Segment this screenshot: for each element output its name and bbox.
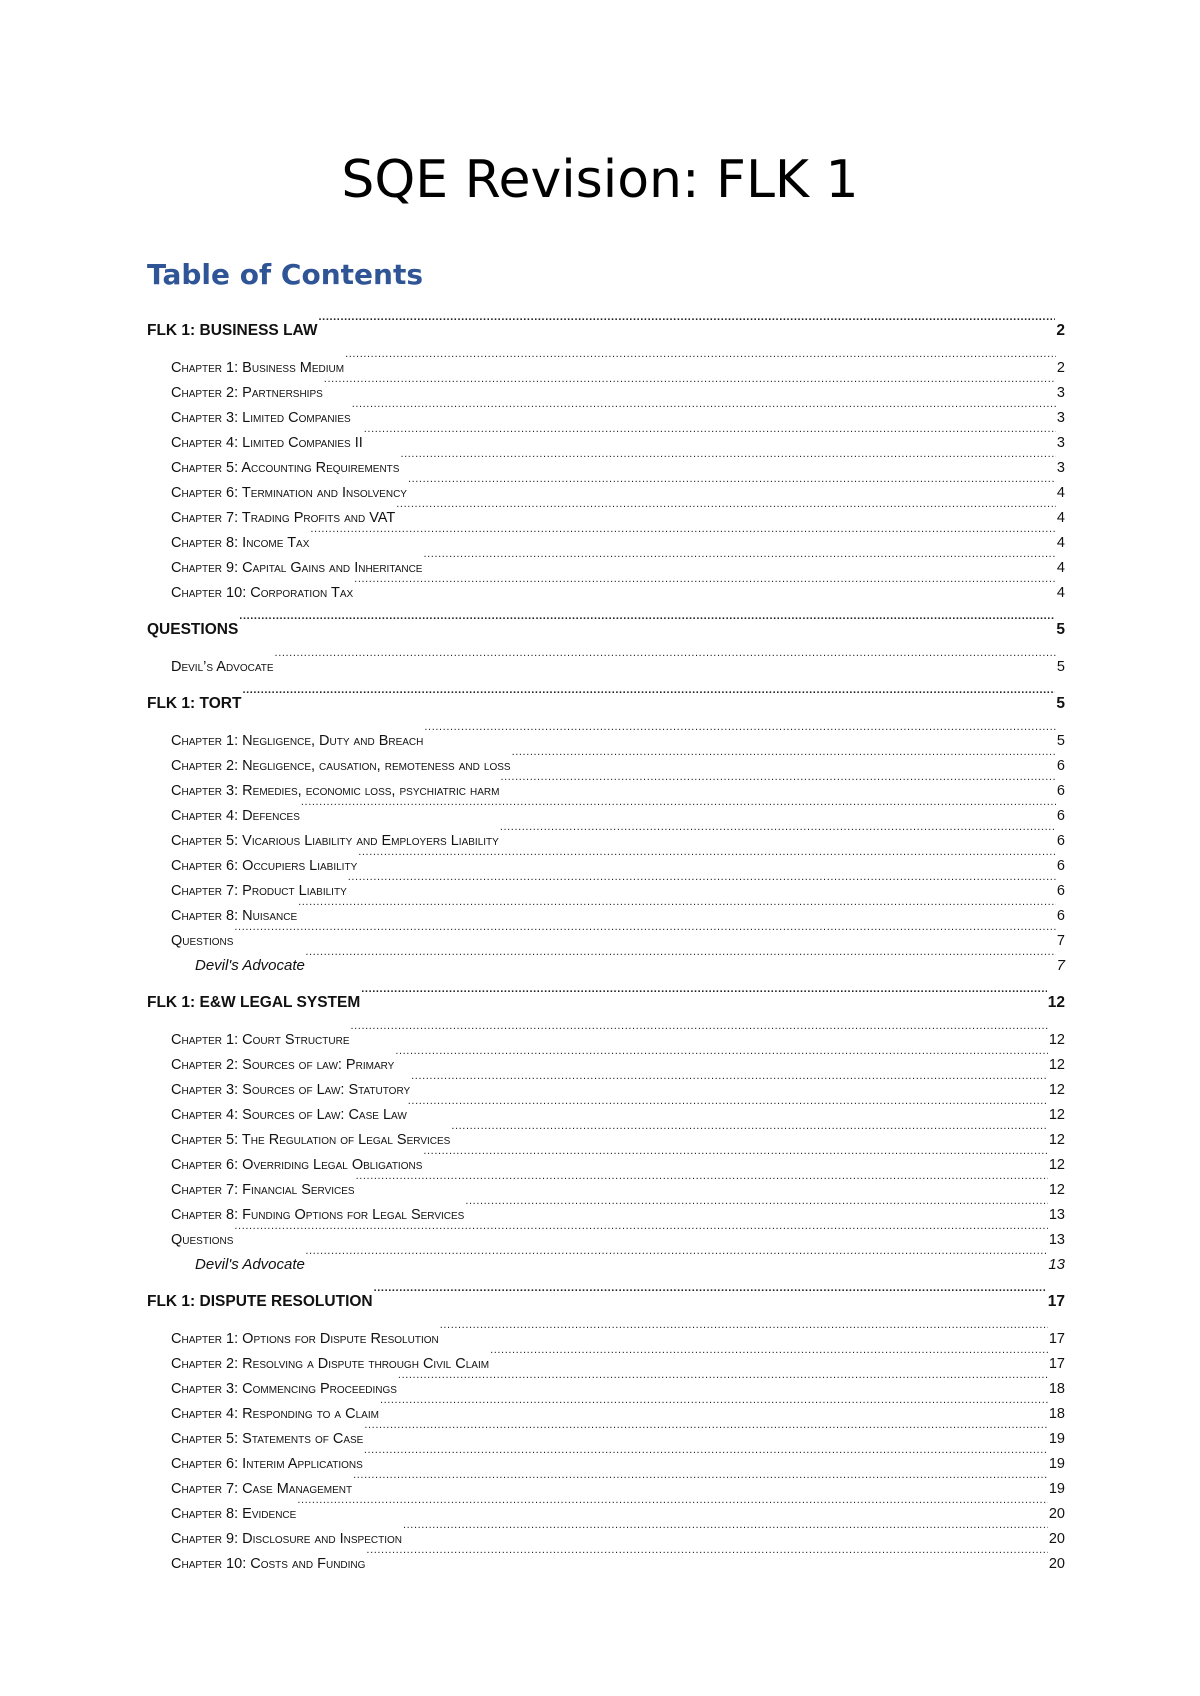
toc-page-number: 12	[1048, 1132, 1065, 1148]
dot-leader	[297, 1493, 1048, 1518]
toc-entry-label: Chapter 1: Business Medium	[171, 360, 345, 376]
dot-leader	[354, 572, 1056, 597]
dot-leader	[310, 522, 1056, 547]
dot-leader	[423, 1144, 1047, 1169]
toc-page-number: 12	[1047, 994, 1065, 1011]
toc-entry-label: Chapter 2: Negligence, causation, remoteness and loss	[171, 758, 511, 774]
toc-entry-label: Chapter 7: Case Management	[171, 1481, 353, 1497]
dot-leader	[500, 770, 1055, 795]
toc-section-heading[interactable]	[147, 609, 1065, 638]
toc-page-number: 4	[1056, 510, 1065, 526]
toc-page-number: 13	[1048, 1256, 1065, 1273]
toc-entry-label: Chapter 2: Resolving a Dispute through Civil Claim	[171, 1356, 490, 1372]
toc-page-number: 4	[1056, 535, 1065, 551]
toc-page-number: 17	[1047, 1293, 1065, 1310]
toc-page-number: 6	[1056, 758, 1065, 774]
toc-section	[147, 609, 1065, 683]
toc-page-number: 7	[1056, 957, 1065, 974]
toc-page-number: 12	[1048, 1182, 1065, 1198]
toc-entry-label: Chapter 4: Responding to a Claim	[171, 1406, 379, 1422]
toc-entry[interactable]	[147, 1219, 1065, 1248]
dot-leader	[451, 1119, 1048, 1144]
dot-leader	[396, 497, 1056, 522]
toc-entry-label: Chapter 9: Capital Gains and Inheritance	[171, 560, 423, 576]
toc-heading: Table of Contents	[147, 258, 424, 291]
toc-page-number: 17	[1048, 1331, 1065, 1347]
toc-page-number: 2	[1056, 360, 1065, 376]
dot-leader	[364, 1443, 1048, 1468]
toc-entry[interactable]	[147, 720, 1065, 749]
dot-leader	[324, 372, 1056, 397]
toc-entry-label: Chapter 4: Sources of Law: Case Law	[171, 1107, 407, 1123]
toc-page-number: 5	[1056, 695, 1065, 712]
toc-entry[interactable]	[147, 646, 1065, 675]
table-of-contents	[147, 310, 1065, 1580]
dot-leader	[234, 920, 1056, 945]
toc-entry-label: Chapter 10: Costs and Funding	[171, 1556, 366, 1572]
toc-entry-label: Questions	[171, 933, 234, 949]
toc-entry-label: FLK 1: DISPUTE RESOLUTION	[147, 1293, 373, 1310]
toc-entry-label: Chapter 6: Overriding Legal Obligations	[171, 1157, 423, 1173]
toc-entry-label: QUESTIONS	[147, 621, 239, 638]
dot-leader	[411, 1069, 1048, 1094]
toc-page-number: 17	[1048, 1356, 1065, 1372]
toc-entry-label: Chapter 3: Sources of Law: Statutory	[171, 1082, 411, 1098]
dot-leader	[275, 646, 1056, 671]
toc-page-number: 4	[1056, 485, 1065, 501]
toc-entry-label: Chapter 7: Trading Profits and VAT	[171, 510, 396, 526]
dot-leader	[424, 720, 1056, 745]
toc-page-number: 20	[1048, 1531, 1065, 1547]
toc-section	[147, 1281, 1065, 1580]
dot-leader	[398, 1368, 1048, 1393]
dot-leader	[319, 310, 1056, 335]
toc-entry-label: Chapter 2: Partnerships	[171, 385, 323, 401]
toc-entry[interactable]	[147, 920, 1065, 949]
toc-page-number: 18	[1048, 1406, 1065, 1422]
dot-leader	[440, 1318, 1048, 1343]
dot-leader	[306, 1244, 1047, 1269]
toc-section-heading[interactable]	[147, 310, 1065, 339]
dot-leader	[298, 895, 1056, 920]
toc-entry-label: Chapter 8: Evidence	[171, 1506, 297, 1522]
toc-entry-label: Chapter 6: Occupiers Liability	[171, 858, 358, 874]
toc-entry-label: Chapter 8: Income Tax	[171, 535, 310, 551]
dot-leader	[348, 870, 1056, 895]
toc-page-number: 20	[1048, 1556, 1065, 1572]
dot-leader	[500, 820, 1056, 845]
toc-entry[interactable]	[147, 1019, 1065, 1048]
dot-leader	[353, 1468, 1048, 1493]
toc-entry[interactable]	[147, 1318, 1065, 1347]
toc-page-number: 12	[1048, 1107, 1065, 1123]
toc-section	[147, 683, 1065, 982]
toc-entry-label: Chapter 7: Product Liability	[171, 883, 347, 899]
toc-entry-label: FLK 1: TORT	[147, 695, 242, 712]
toc-entry-label: Chapter 4: Defences	[171, 808, 300, 824]
toc-page-number: 6	[1056, 908, 1065, 924]
dot-leader	[242, 683, 1055, 708]
toc-section-heading[interactable]	[147, 683, 1065, 712]
toc-entry-label: Devil’s Advocate	[171, 659, 274, 675]
toc-page-number: 6	[1056, 858, 1065, 874]
toc-entry-label: Chapter 9: Disclosure and Inspection	[171, 1531, 402, 1547]
dot-leader	[400, 447, 1055, 472]
toc-entry-label: Chapter 3: Remedies, economic loss, psychiatric harm	[171, 783, 500, 799]
dot-leader	[361, 982, 1046, 1007]
toc-section	[147, 310, 1065, 609]
toc-page-number: 3	[1056, 385, 1065, 401]
dot-leader	[465, 1194, 1048, 1219]
toc-entry-label: Chapter 7: Financial Services	[171, 1182, 355, 1198]
toc-entry-label: Chapter 10: Corporation Tax	[171, 585, 354, 601]
dot-leader	[423, 547, 1055, 572]
dot-leader	[234, 1219, 1047, 1244]
toc-entry-label: FLK 1: E&W LEGAL SYSTEM	[147, 994, 361, 1011]
dot-leader	[358, 845, 1056, 870]
toc-section-heading[interactable]	[147, 982, 1065, 1011]
toc-page-number: 5	[1056, 621, 1065, 638]
toc-page-number: 6	[1056, 833, 1065, 849]
dot-leader	[374, 1281, 1047, 1306]
toc-page-number: 12	[1048, 1057, 1065, 1073]
toc-entry-label: Chapter 6: Termination and Insolvency	[171, 485, 407, 501]
dot-leader	[408, 472, 1056, 497]
toc-page-number: 20	[1048, 1506, 1065, 1522]
toc-page-number: 3	[1056, 410, 1065, 426]
toc-entry-label: Chapter 1: Negligence, Duty and Breach	[171, 733, 424, 749]
toc-section	[147, 982, 1065, 1281]
document-title: SQE Revision: FLK 1	[341, 150, 859, 210]
toc-page-number: 12	[1048, 1032, 1065, 1048]
dot-leader	[364, 422, 1056, 447]
dot-leader	[380, 1393, 1048, 1418]
toc-page-number: 6	[1056, 883, 1065, 899]
toc-page-number: 5	[1056, 659, 1065, 675]
toc-page-number: 7	[1056, 933, 1065, 949]
toc-page-number: 12	[1048, 1157, 1065, 1173]
toc-page-number: 4	[1056, 560, 1065, 576]
dot-leader	[351, 1019, 1048, 1044]
toc-entry-label: FLK 1: BUSINESS LAW	[147, 322, 318, 339]
toc-entry-label: Chapter 2: Sources of law: Primary	[171, 1057, 395, 1073]
dot-leader	[490, 1343, 1048, 1368]
toc-entry-label: Chapter 1: Court Structure	[171, 1032, 350, 1048]
toc-entry-label: Chapter 1: Options for Dispute Resolution	[171, 1331, 439, 1347]
toc-entry-label: Chapter 8: Funding Options for Legal Services	[171, 1207, 465, 1223]
dot-leader	[345, 347, 1056, 372]
toc-page-number: 3	[1056, 460, 1065, 476]
toc-entry-label: Chapter 3: Commencing Proceedings	[171, 1381, 397, 1397]
toc-entry-label: Devil's Advocate	[195, 957, 305, 974]
toc-subentry[interactable]	[147, 1244, 1065, 1273]
toc-page-number: 13	[1048, 1232, 1065, 1248]
toc-entry-label: Devil's Advocate	[195, 1256, 305, 1273]
dot-leader	[352, 397, 1056, 422]
dot-leader	[403, 1518, 1048, 1543]
toc-entry-label: Questions	[171, 1232, 234, 1248]
toc-subentry[interactable]	[147, 945, 1065, 974]
toc-page-number: 6	[1056, 783, 1065, 799]
toc-entry-label: Chapter 3: Limited Companies	[171, 410, 351, 426]
toc-page-number: 18	[1048, 1381, 1065, 1397]
toc-page-number: 12	[1048, 1082, 1065, 1098]
toc-page-number: 19	[1048, 1431, 1065, 1447]
section-spacer	[147, 671, 1065, 683]
toc-page-number: 5	[1056, 733, 1065, 749]
toc-entry-label: Chapter 5: Vicarious Liability and Employers Liability	[171, 833, 499, 849]
toc-page-number: 6	[1056, 808, 1065, 824]
toc-entry-label: Chapter 6: Interim Applications	[171, 1456, 363, 1472]
dot-leader	[395, 1044, 1048, 1069]
toc-page-number: 2	[1056, 322, 1065, 339]
dot-leader	[301, 795, 1056, 820]
dot-leader	[364, 1418, 1048, 1443]
toc-entry-label: Chapter 5: Statements of Case	[171, 1431, 364, 1447]
toc-entry[interactable]	[147, 347, 1065, 376]
toc-page-number: 4	[1056, 585, 1065, 601]
toc-entry-label: Chapter 5: Accounting Requirements	[171, 460, 400, 476]
toc-section-heading[interactable]	[147, 1281, 1065, 1310]
toc-entry-label: Chapter 4: Limited Companies II	[171, 435, 363, 451]
toc-entry-label: Chapter 8: Nuisance	[171, 908, 298, 924]
toc-page-number: 19	[1048, 1481, 1065, 1497]
dot-leader	[408, 1094, 1048, 1119]
dot-leader	[512, 745, 1056, 770]
toc-page-number: 19	[1048, 1456, 1065, 1472]
dot-leader	[356, 1169, 1048, 1194]
dot-leader	[366, 1543, 1047, 1568]
toc-entry-label: Chapter 5: The Regulation of Legal Services	[171, 1132, 451, 1148]
dot-leader	[239, 609, 1055, 634]
toc-page-number: 3	[1056, 435, 1065, 451]
dot-leader	[306, 945, 1056, 970]
toc-page-number: 13	[1048, 1207, 1065, 1223]
